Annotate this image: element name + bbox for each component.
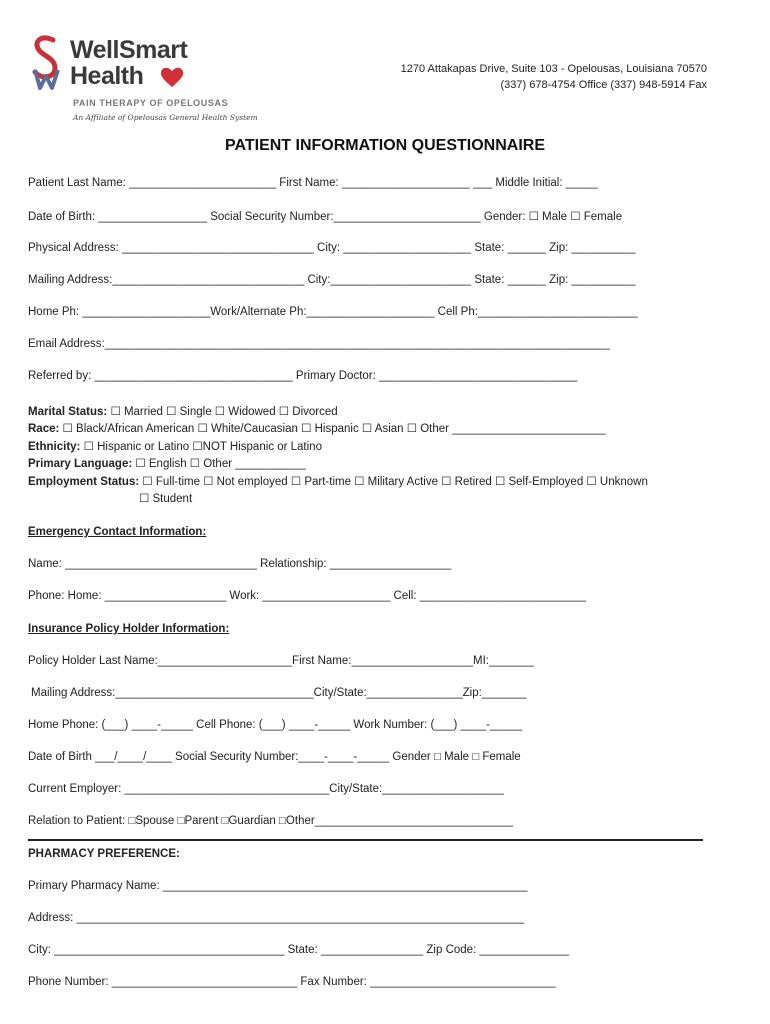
wellsmart-logo-mark-icon <box>31 34 63 94</box>
employment-options-student[interactable]: ☐ Student <box>139 493 193 505</box>
logo-affiliate: An Affiliate of Opelousas General Health System <box>73 113 258 122</box>
employment-options[interactable]: ☐ Full-time ☐ Not employed ☐ Part-time ☐ Military Active ☐ Retired ☐ Self-Employed ☐ Unknown <box>142 476 648 488</box>
emergency-phone-row[interactable]: Phone: Home: ___________________ Work: ____________________ Cell: __________________________ <box>28 590 587 602</box>
dob-ssn-gender-row[interactable]: Date of Birth: _________________ Social Security Number:_______________________ Gender: ☐ Male ☐ Female <box>28 211 623 223</box>
phone-row[interactable]: Home Ph: ____________________Work/Alternate Ph:____________________ Cell Ph:_________________________ <box>28 306 638 318</box>
race-label: Race: <box>28 423 60 435</box>
pharmacy-heading: PHARMACY PREFERENCE: <box>28 848 180 860</box>
logo-wordmark-line2: Health <box>70 62 144 90</box>
employment-row[interactable] <box>28 474 648 488</box>
clinic-address: 1270 Attakapas Drive, Suite 103 - Opelousas, Louisiana 70570 <box>400 63 707 75</box>
referral-row[interactable]: Referred by: _______________________________ Primary Doctor: _______________________________ <box>28 370 578 382</box>
insurance-employer-row[interactable]: Current Employer: ________________________________City/State:___________________ <box>28 783 504 795</box>
ethnicity-label: Ethnicity: <box>28 441 81 453</box>
pharmacy-phone-row[interactable]: Phone Number: _____________________________ Fax Number: _____________________________ <box>28 976 556 988</box>
emergency-heading: Emergency Contact Information: <box>28 526 207 538</box>
mailing-address-row[interactable]: Mailing Address:______________________________ City:______________________ State: ______ Zip: __________ <box>28 274 636 286</box>
insurance-phone-row[interactable]: Home Phone: (___) ____-_____ Cell Phone: (___) ____-_____ Work Number: (___) ____-_____ <box>28 719 522 731</box>
ethnicity-options[interactable]: ☐ Hispanic or Latino ☐NOT Hispanic or Latino <box>83 441 322 453</box>
insurance-name-row[interactable]: Policy Holder Last Name:_____________________First Name:___________________MI:_______ <box>28 655 534 667</box>
insurance-heading: Insurance Policy Holder Information: <box>28 623 230 635</box>
language-label: Primary Language: <box>28 458 133 470</box>
language-row[interactable] <box>28 456 306 470</box>
pharmacy-address-row[interactable]: Address: ______________________________________________________________________ <box>28 912 525 924</box>
race-options[interactable]: ☐ Black/African American ☐ White/Caucasian ☐ Hispanic ☐ Asian ☐ Other ________________________ <box>62 423 606 435</box>
physical-address-row[interactable]: Physical Address: ______________________________ City: ____________________ State: ______ Zip: __________ <box>28 242 636 254</box>
race-row[interactable] <box>28 421 606 435</box>
marital-status-row[interactable] <box>28 404 338 418</box>
marital-status-label: Marital Status: <box>28 406 108 418</box>
language-options[interactable]: ☐ English ☐ Other ___________ <box>135 458 306 470</box>
marital-status-options[interactable]: ☐ Married ☐ Single ☐ Widowed ☐ Divorced <box>110 406 338 418</box>
form-title: PATIENT INFORMATION QUESTIONNAIRE <box>225 137 545 154</box>
emergency-name-row[interactable]: Name: ______________________________ Relationship: ___________________ <box>28 558 452 570</box>
pharmacy-name-row[interactable]: Primary Pharmacy Name: _________________________________________________________ <box>28 880 528 892</box>
employment-label: Employment Status: <box>28 476 140 488</box>
ethnicity-row[interactable] <box>28 439 322 453</box>
logo-subtitle: PAIN THERAPY OF OPELOUSAS <box>73 98 229 108</box>
clinic-phone-fax: (337) 678-4754 Office (337) 948-5914 Fax <box>500 79 707 91</box>
patient-name-row[interactable]: Patient Last Name: _______________________ First Name: ____________________ ___ Middle Initial: _____ <box>28 177 598 189</box>
insurance-address-row[interactable]: Mailing Address:_______________________________City/State:_______________Zip:_______ <box>31 687 527 699</box>
heart-icon <box>160 66 184 88</box>
insurance-dob-row[interactable]: Date of Birth ___/____/____ Social Security Number:____-____-_____ Gender □ Male □ Female <box>28 751 521 763</box>
logo-wordmark-line1: WellSmart <box>70 36 188 64</box>
email-row[interactable]: Email Address:_______________________________________________________________________________ <box>28 338 610 350</box>
insurance-relation-row[interactable]: Relation to Patient: □Spouse □Parent □Guardian □Other_______________________________ <box>28 815 513 827</box>
pharmacy-city-row[interactable]: City: ____________________________________ State: ________________ Zip Code: ______________ <box>28 944 569 956</box>
section-divider <box>28 839 703 841</box>
